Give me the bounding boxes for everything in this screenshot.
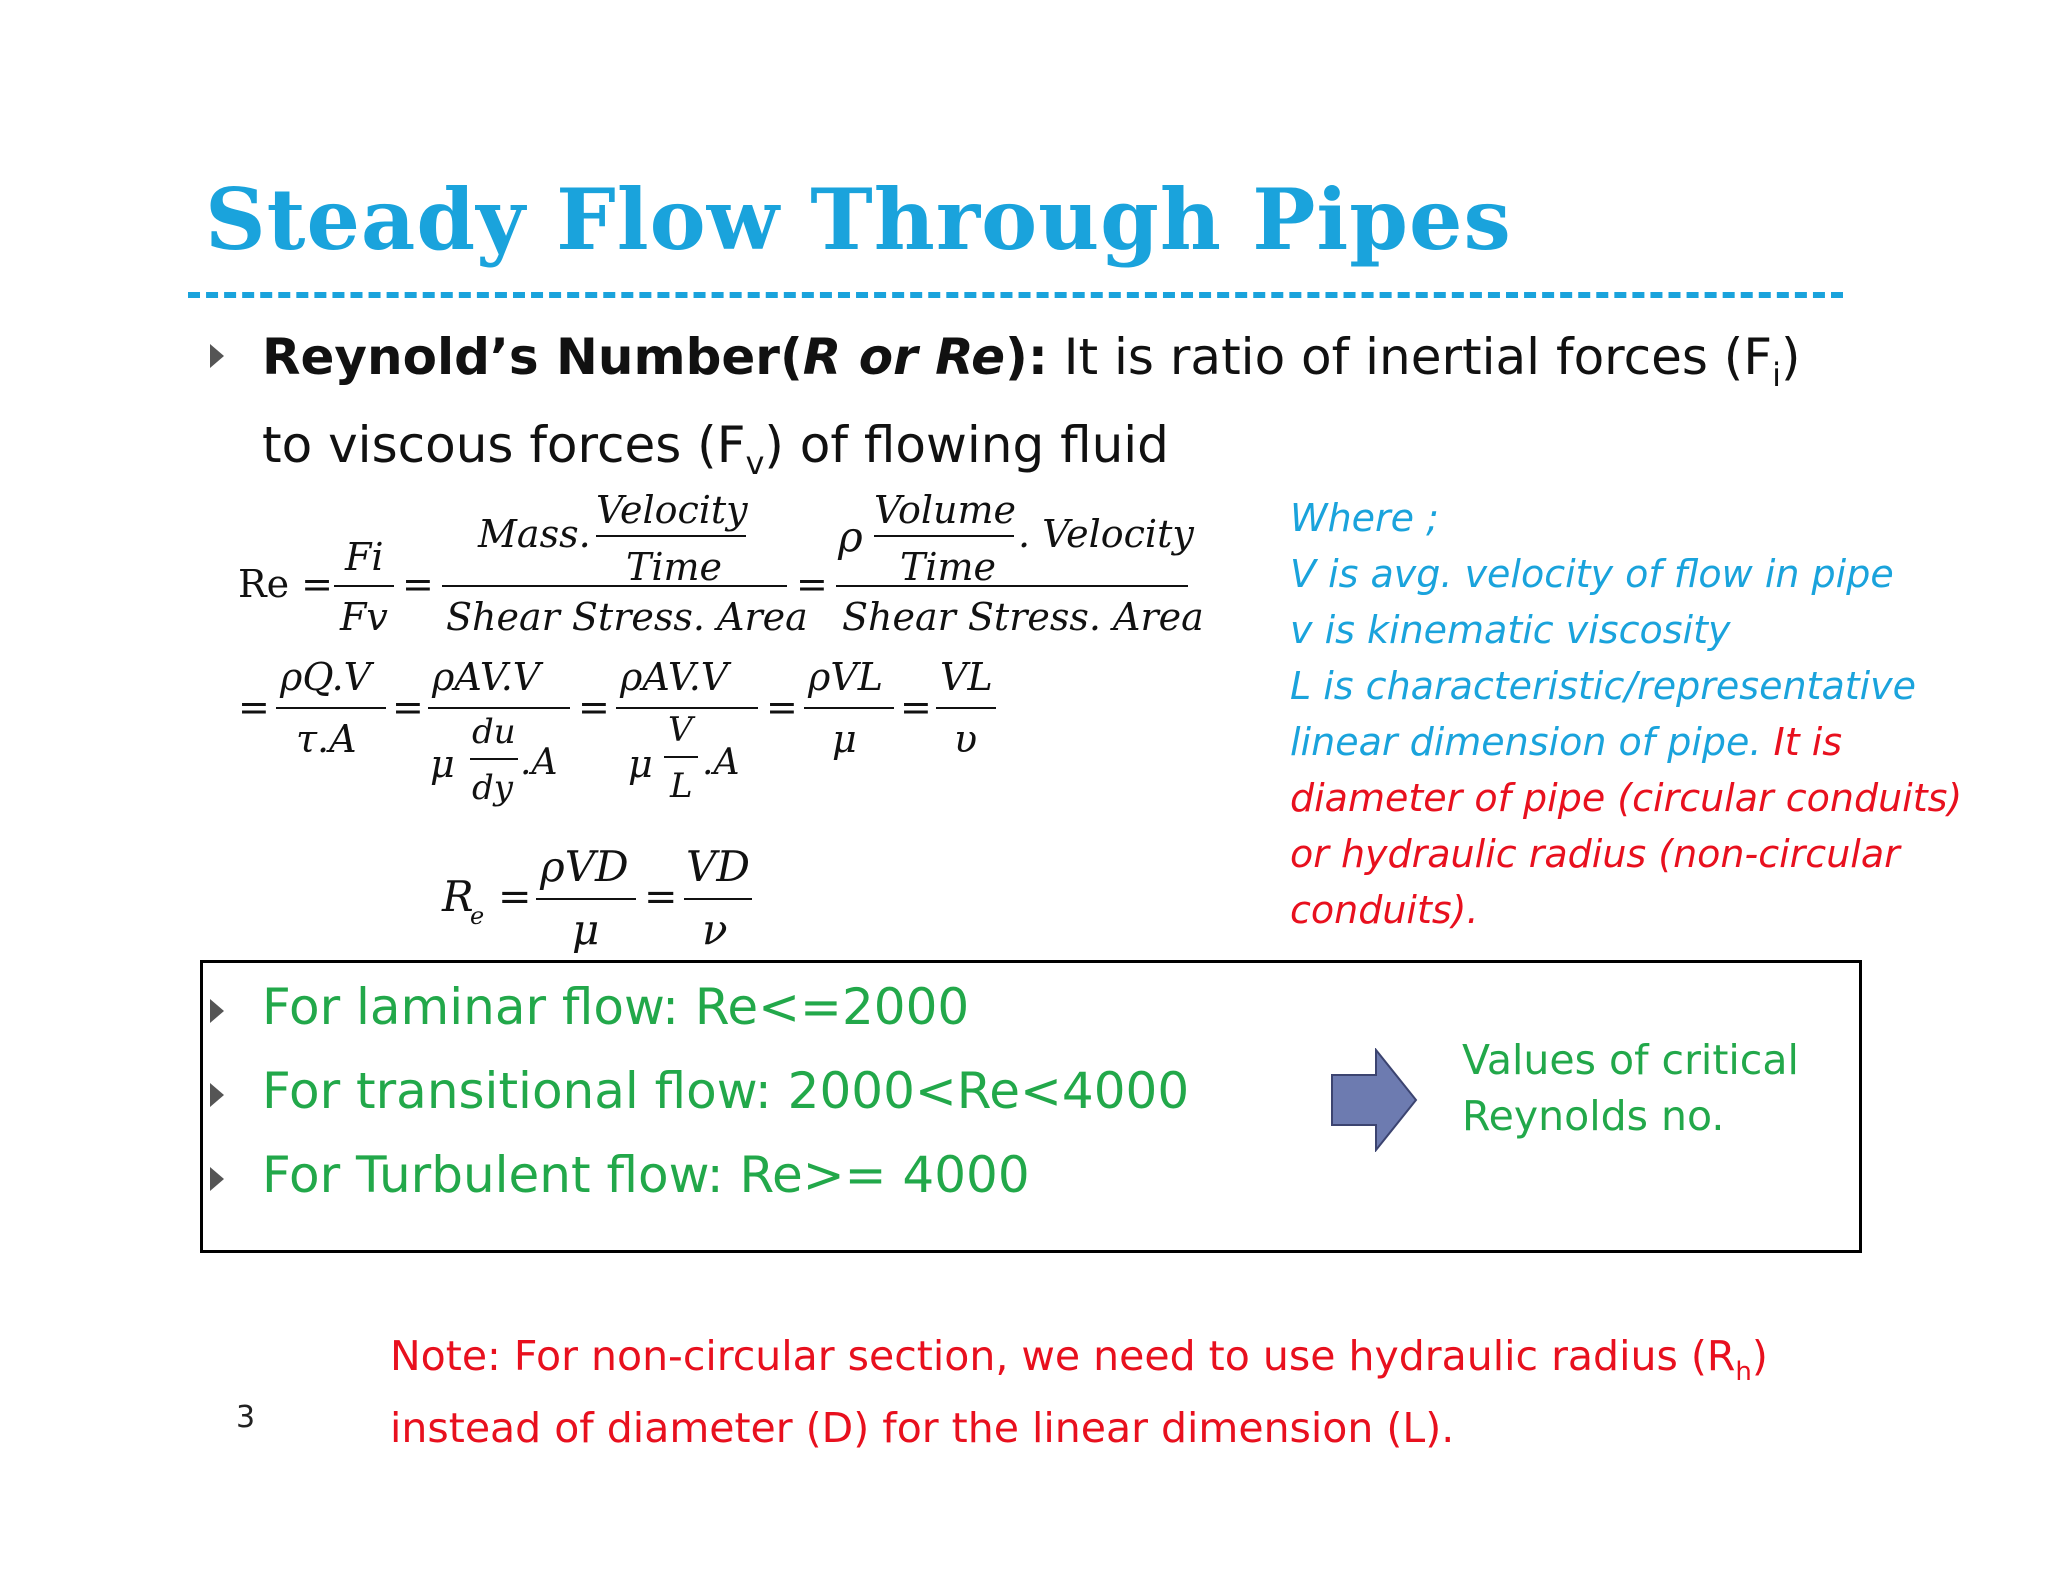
turbulent-flow: For Turbulent flow: Re>= 4000 [262, 1146, 1030, 1204]
critical-line-2: Reynolds no. [1462, 1092, 1725, 1140]
def-bold-prefix: Reynold’s Number( [262, 328, 803, 386]
where-line-5b: It is [1761, 720, 1843, 764]
laminar-flow: For laminar flow: Re<=2000 [262, 978, 970, 1036]
eq-equals: = [900, 685, 932, 729]
eq-shear-area: Shear Stress. Area [446, 595, 808, 639]
eq-volume: Volume [874, 488, 1016, 532]
frac-line [470, 758, 518, 760]
right-arrow-icon [1330, 1048, 1418, 1152]
def-bold-suffix: ): [1005, 328, 1048, 386]
frac-line [684, 898, 752, 900]
def-text-b: ) to viscous forces (F [262, 328, 1801, 474]
eq-time: Time [626, 545, 723, 589]
frac-line [442, 585, 787, 587]
eq-Re-sym: R [442, 872, 474, 921]
eq-nu: ν [702, 905, 728, 954]
eq-shear-area: Shear Stress. Area [842, 595, 1204, 639]
transitional-flow: For transitional flow: 2000<Re<4000 [262, 1062, 1190, 1120]
eq-equals: = [238, 685, 270, 729]
critical-values-caption [1462, 1032, 1842, 1144]
eq-mu: μ [832, 717, 857, 761]
eq-V: V [668, 710, 693, 750]
eq-equals: = [392, 685, 424, 729]
eq-rhoVD: ρVD [540, 842, 629, 891]
frac-line [536, 898, 636, 900]
where-line-8: conduits). [1290, 888, 1479, 932]
eq-du: du [472, 712, 516, 752]
bullet-arrow-icon [210, 1083, 224, 1107]
eq-rho: ρ [838, 512, 863, 561]
eq-mu: μ [628, 742, 653, 786]
def-bold-italic: R or Re [802, 328, 1006, 386]
frac-line [428, 707, 570, 709]
eq-rhoAVV: ρAV.V [620, 655, 729, 699]
eq-L: L [670, 766, 693, 806]
eq-equals: = [644, 874, 678, 920]
critical-line-1: Values of critical [1462, 1036, 1799, 1084]
eq-rhoAVV: ρAV.V [432, 655, 541, 699]
bullet-arrow-icon [210, 1167, 224, 1191]
eq-Re-sub: e [470, 902, 485, 930]
note-a: Note: For non-circular section, we need to use hydraulic radius (R [390, 1332, 1736, 1380]
eq-equals: = [796, 562, 828, 606]
frac-line [276, 707, 386, 709]
bullet-arrow-icon [210, 999, 224, 1023]
frac-line [836, 585, 1188, 587]
where-line-6: diameter of pipe (circular conduits) [1290, 776, 1963, 820]
where-line-1: Where ; [1290, 496, 1439, 540]
eq-equals: = [402, 562, 434, 606]
note-sub: h [1735, 1357, 1752, 1387]
reynolds-definition [262, 322, 1822, 498]
eq-time: Time [900, 545, 997, 589]
note-text [390, 1328, 1870, 1456]
eq-re: Re = [238, 562, 334, 606]
frac-line [596, 535, 746, 537]
eq-dy: dy [472, 768, 513, 808]
page-number: 3 [236, 1400, 256, 1435]
eq-mu: μ [430, 742, 455, 786]
eq-equals: = [578, 685, 610, 729]
eq-upsilon: υ [954, 717, 978, 761]
note-b: ) instead of diameter (D) for the linear dimension (L). [390, 1332, 1768, 1452]
eq-equals: = [498, 874, 532, 920]
eq-velocity: Velocity [596, 488, 748, 532]
frac-line [804, 707, 894, 709]
page-title: Steady Flow Through Pipes [205, 170, 1512, 269]
bullet-arrow-icon [210, 344, 224, 368]
frac-line [874, 535, 1014, 537]
where-line-3: v is kinematic viscosity [1290, 608, 1731, 652]
frac-line [936, 707, 996, 709]
title-divider [188, 292, 1843, 298]
def-sub-i: i [1772, 356, 1781, 394]
where-line-4: L is characteristic/representative [1290, 664, 1917, 708]
eq-rhoVL: ρVL [808, 655, 884, 699]
where-line-7: or hydraulic radius (non-circular [1290, 832, 1900, 876]
eq-mass: Mass. [478, 512, 591, 556]
eq-VL: VL [940, 655, 993, 699]
frac-line [334, 585, 394, 587]
def-sub-v: v [745, 444, 765, 482]
def-text-c: ) of flowing fluid [764, 416, 1169, 474]
eq-tauA: τ.A [296, 717, 357, 761]
where-line-2: V is avg. velocity of flow in pipe [1290, 552, 1894, 596]
eq-dot-velocity: . Velocity [1018, 512, 1194, 556]
eq-fv: Fv [340, 595, 388, 639]
where-legend [1290, 490, 2030, 938]
eq-dotA: .A [702, 742, 740, 783]
frac-line [616, 707, 758, 709]
eq-dotA: .A [520, 742, 558, 783]
eq-fi: Fi [345, 535, 384, 579]
eq-equals: = [766, 685, 798, 729]
eq-mu: μ [572, 905, 600, 954]
eq-VD: VD [686, 842, 751, 891]
where-line-5 [1290, 714, 2030, 770]
def-text-a: It is ratio of inertial forces (F [1047, 328, 1773, 386]
eq-rhoQV: ρQ.V [280, 655, 372, 699]
frac-line [664, 756, 698, 758]
where-line-5a: linear dimension of pipe. [1290, 720, 1762, 764]
